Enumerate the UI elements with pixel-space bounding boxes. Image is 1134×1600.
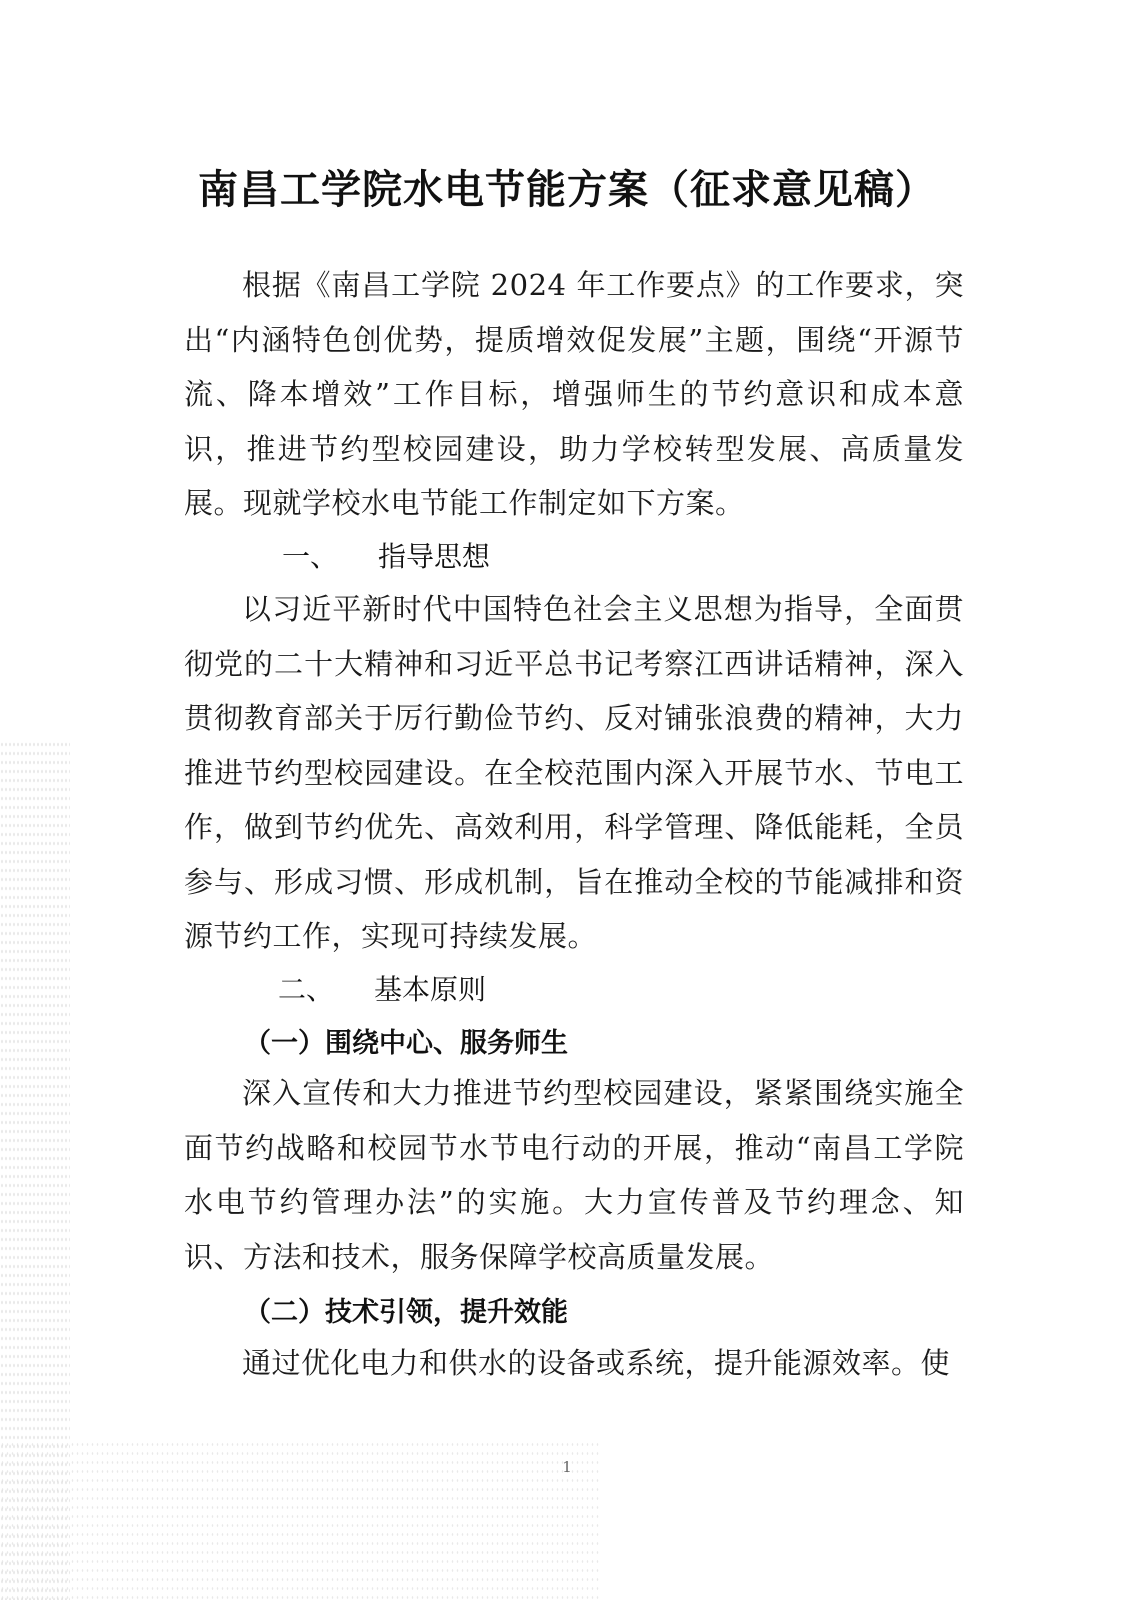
principle-2-paragraph: 通过优化电力和供水的设备或系统，提升能源效率。使 bbox=[242, 1346, 951, 1380]
guiding-ideology-paragraph: 以习近平新时代中国特色社会主义思想为指导，全面贯彻党的二十大精神和习近平总书记考察江西讲话精神，深入贯彻教育部关于厉行勤俭节约、反对铺张浪费的精神，大力推进节约型校园建设。在全校范围内深入开展节水、节电工作，做到节约优先、高效利用，科学管理、降低能耗，全员参与、形成习惯、形成机制，旨在推动全校的节能减排和资源节约工作，实现可持续发展。 bbox=[184, 592, 964, 953]
section-title: 基本原则 bbox=[374, 973, 487, 1006]
page-number: 1 bbox=[562, 1458, 572, 1476]
section-heading-guiding-ideology bbox=[282, 535, 490, 575]
section-number: 二、 bbox=[278, 973, 335, 1006]
document-title: 南昌工学院水电节能方案（征求意见稿） bbox=[198, 166, 936, 213]
principle-1-paragraph: 深入宣传和大力推进节约型校园建设，紧紧围绕实施全面节约战略和校园节水节电行动的开展，推动“南昌工学院水电节约管理办法”的实施。大力宣传普及节约理念、知识、方法和技术，服务保障学校高质量发展。 bbox=[184, 1076, 964, 1274]
intro-paragraph: 根据《南昌工学院 2024 年工作要点》的工作要求，突出“内涵特色创优势，提质增效促发展”主题，围绕“开源节流、降本增效”工作目标，增强师生的节约意识和成本意识，推进节约型校园建设，助力学校转型发展、高质量发展。现就学校水电节能工作制定如下方案。 bbox=[184, 268, 964, 520]
section-title: 指导思想 bbox=[378, 540, 491, 573]
subheading-centered-on-service: （一）围绕中心、服务师生 bbox=[244, 1028, 568, 1059]
subheading-technology-leadership: （二）技术引领，提升效能 bbox=[244, 1297, 568, 1328]
section-number: 一、 bbox=[282, 540, 339, 573]
section-heading-basic-principles bbox=[278, 968, 486, 1008]
